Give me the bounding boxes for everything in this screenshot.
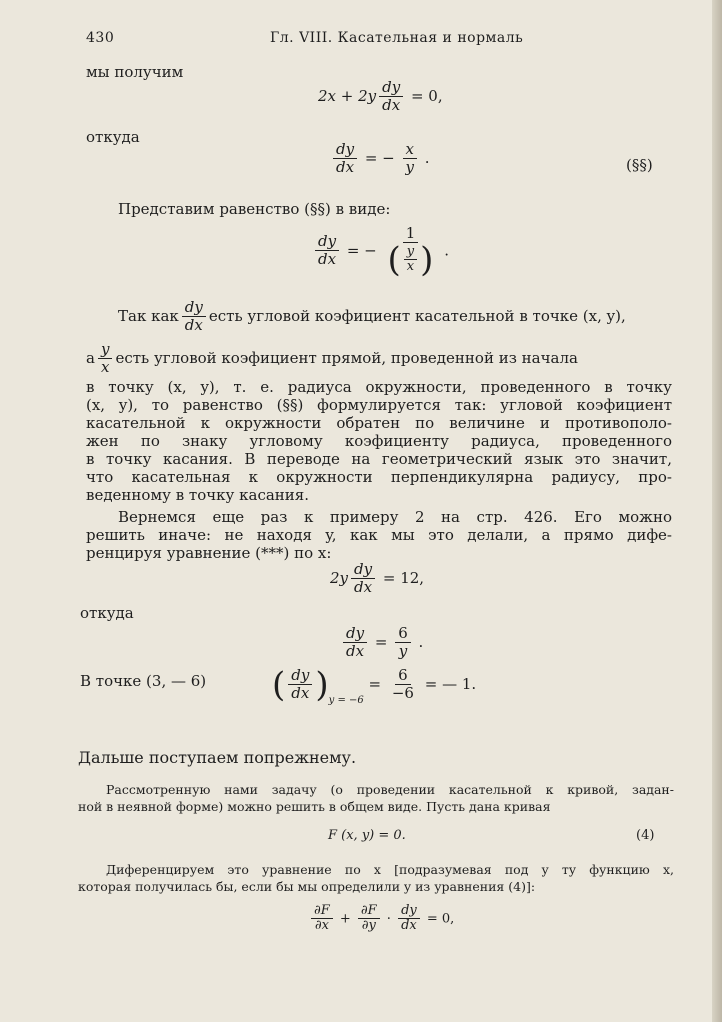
small-print-line: которая получилась бы, если бы мы определили y из уравнения (4)]: <box>78 879 536 894</box>
paragraph-line: в точку касания. В переводе на геометрический язык это значит, <box>86 450 672 468</box>
equation-8: $\frac{\partial F}{\partial x}$ + $\frac{\partial F}{\partial y}$ · $\frac{dy}{dx}$ = 0, <box>308 904 454 934</box>
paragraph-text: откуда <box>80 604 134 622</box>
paragraph-line: ренцируя уравнение (***) по x: <box>86 544 332 562</box>
equation-7: F (x, y) = 0. <box>328 828 406 843</box>
equation-2: $\frac{dy}{dx}$ = − $\frac{x}{y}$ . <box>330 142 430 176</box>
equation-4: 2y $\frac{dy}{dx}$ = 12, <box>330 560 425 596</box>
small-print-line: Диференцируем это уравнение по x [подразумевая под y ту функцию x, <box>106 862 674 877</box>
paragraph-line: жен по знаку угловому коэфициенту радиуса, проведенного <box>86 432 672 450</box>
equation-label: (§§) <box>626 156 653 174</box>
paragraph-line: касательной к окружности обратен по величине и противополо- <box>86 414 672 432</box>
small-print-line: Рассмотренную нами задачу (о проведении касательной к кривой, задан- <box>106 782 674 797</box>
paragraph-line: Вернемся еще раз к примеру 2 на стр. 426. Его можно <box>118 508 672 526</box>
paragraph-text: откуда <box>86 128 140 146</box>
paragraph-line: в точку (x, y), т. е. радиуса окружности, проведенного в точку <box>86 378 672 396</box>
paragraph-line: веденному в точку касания. <box>86 486 310 504</box>
equation-3: $\frac{dy}{dx}$ = − 1 ( $\frac{y}{x}$ ) . <box>312 226 449 277</box>
paragraph-text: В точке (3, — 6) <box>80 672 207 690</box>
page-number: 430 <box>86 30 115 46</box>
equation-label: (4) <box>636 828 655 843</box>
paragraph-text: Дальше поступаем попрежнему. <box>78 748 357 767</box>
page-spine-edge <box>712 0 722 1022</box>
running-title: Гл. VIII. Касательная и нормаль <box>270 30 524 46</box>
paragraph-line: что касательная к окружности перпендикулярна радиусу, про- <box>86 468 672 486</box>
small-print-line: ной в неявной форме) можно решить в общем виде. Пусть дана кривая <box>78 799 551 814</box>
paragraph-line: Так как $\frac{dy}{dx}$ есть угловой коэфициент касательной в точке (x, y), <box>118 298 626 334</box>
paragraph-text: Представим равенство (§§) в виде: <box>118 200 391 218</box>
equation-5: $\frac{dy}{dx}$ = $\frac{6}{y}$ . <box>340 626 423 660</box>
paragraph-line: решить иначе: не находя y, как мы это делали, а прямо дифе- <box>86 526 672 544</box>
paragraph-text: мы получим <box>86 63 184 81</box>
equation-6: ( $\frac{dy}{dx}$ )$_{y = -6}$ = $\frac{6}{-6}$ = — 1. <box>272 665 477 706</box>
equation-1: 2x + 2y $\frac{dy}{dx}$ = 0, <box>318 78 443 114</box>
paragraph-line: а $\frac{y}{x}$ есть угловой коэфициент прямой, проведенной из начала <box>86 340 578 376</box>
paragraph-line: (x, y), то равенство (§§) формулируется так: угловой коэфициент <box>86 396 672 414</box>
